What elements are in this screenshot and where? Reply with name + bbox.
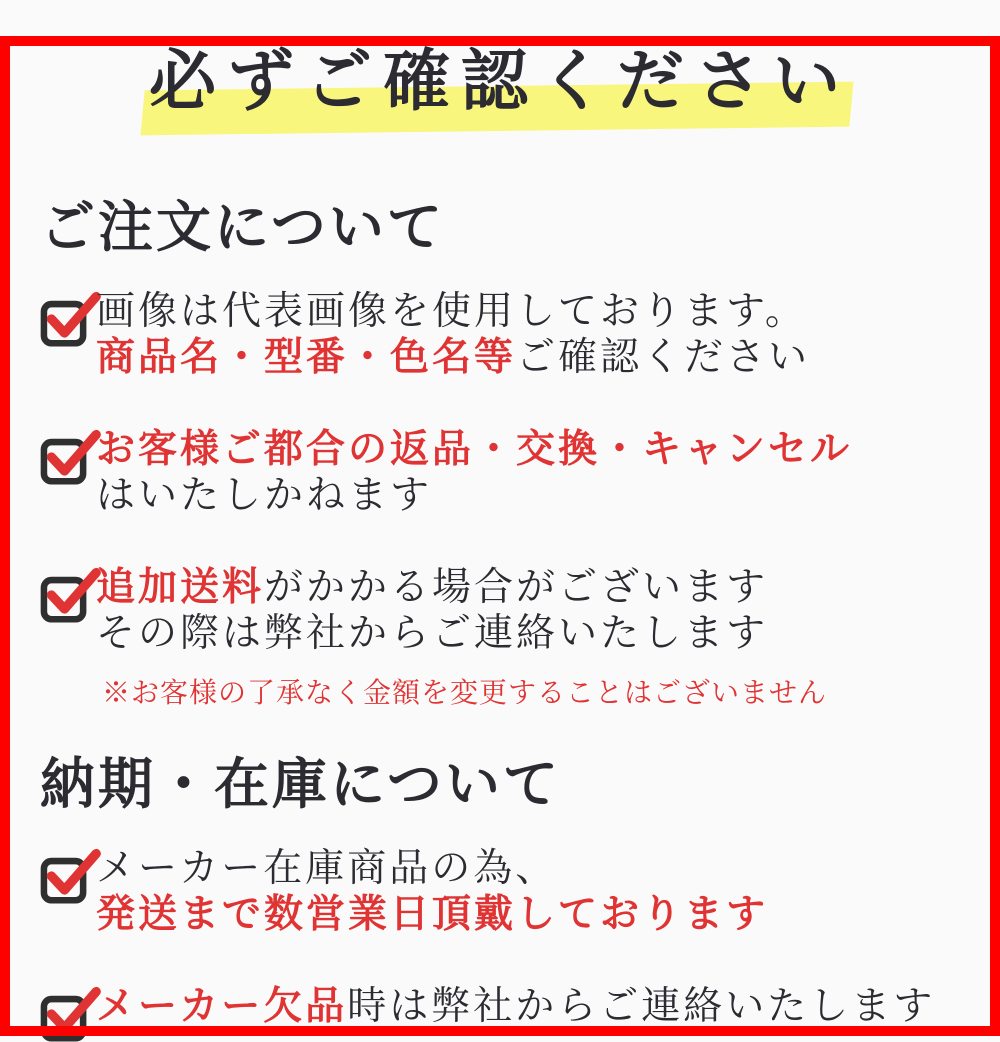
checklist-item-maker-shortage (40, 984, 960, 1042)
text-segment: 画像は代表画像を使用しております。 (96, 290, 807, 333)
section-heading-delivery-stock: 納期・在庫について (40, 754, 561, 816)
text-segment: ご確認ください (516, 336, 811, 380)
checkbox-checked-icon (40, 986, 102, 1042)
text-segment: メーカー欠品 (96, 985, 348, 1029)
text-segment: お客様ご都合の返品・交換・キャンセル (96, 428, 853, 472)
checkbox-checked-icon (40, 567, 102, 623)
item-text (96, 984, 935, 1030)
text-segment: 追加送料 (96, 566, 265, 610)
page-title-text: 必ずご確認ください (149, 45, 851, 119)
item-text (96, 289, 810, 381)
text-segment: 商品名・型番・色名等 (96, 336, 517, 380)
checklist-item-representative-image (40, 289, 960, 381)
title-row (40, 36, 960, 146)
item-text (96, 846, 768, 938)
checklist-item-returns (40, 427, 960, 519)
checkbox-checked-icon (40, 291, 102, 347)
text-segment: がかかる場合がございます (264, 566, 769, 610)
text-segment: 時は弊社からご連絡いたします (347, 985, 936, 1029)
item-text (96, 427, 852, 519)
item-text (96, 565, 768, 657)
checkbox-checked-icon (40, 848, 102, 904)
page-title (149, 36, 851, 130)
text-segment: その際は弊社からご連絡いたします (96, 612, 769, 656)
checklist-item-extra-shipping (40, 565, 960, 657)
notice-banner (0, 36, 1000, 1042)
text-segment: メーカー在庫商品の為、 (96, 847, 558, 891)
text-segment: 発送まで数営業日頂戴しております (96, 893, 769, 937)
section-heading-order: ご注文について (40, 197, 445, 258)
text-segment: はいたしかねます (96, 474, 433, 518)
checklist-item-maker-stock (40, 846, 960, 938)
checkbox-checked-icon (40, 429, 102, 485)
price-change-note: ※お客様の了承なく金額を変更することはございません (102, 678, 828, 710)
